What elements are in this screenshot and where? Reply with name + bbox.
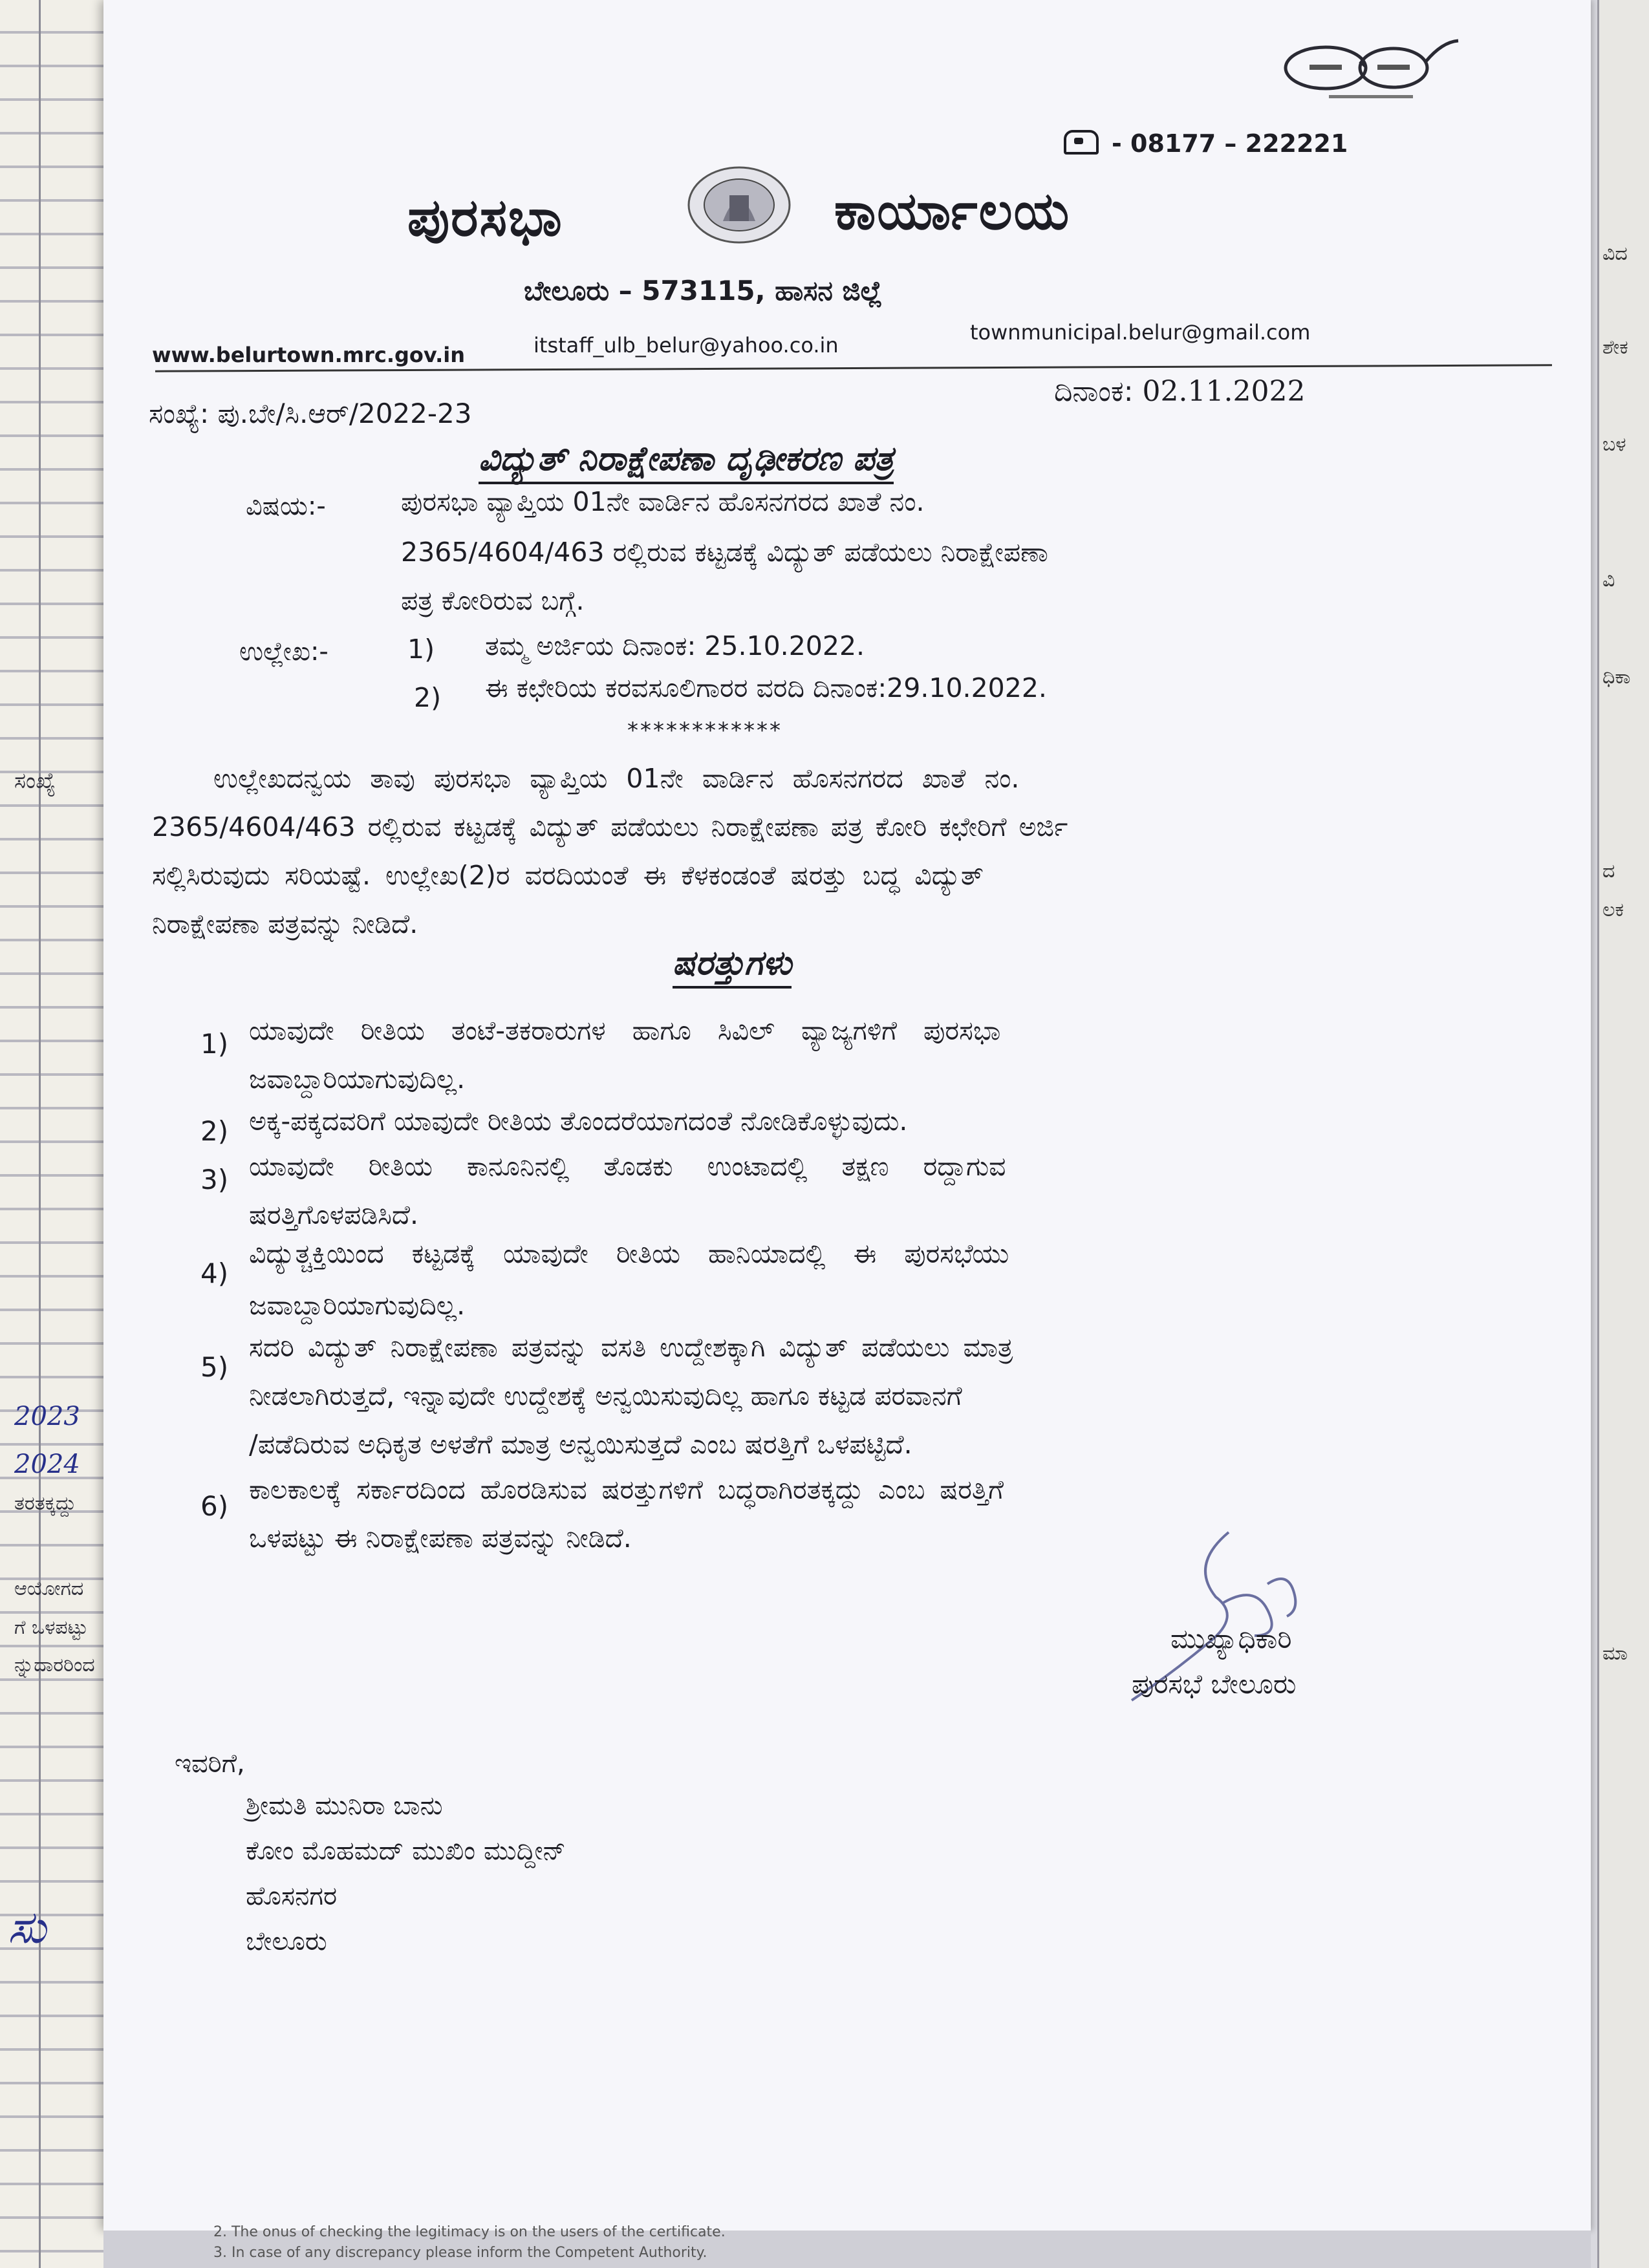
condition-line: ಸದರಿ ವಿದ್ಯುತ್ ನಿರಾಕ್ಷೇಪಣಾ ಪತ್ರವನ್ನು ವಸತಿ ಉದ್ದೇಶಕ್ಕಾಗಿ ವಿದ್ಯುತ್ ಪಡೆಯಲು ಮಾತ್ರ [249,1332,1013,1363]
condition-line: ಜವಾಬ್ದಾರಿಯಾಗುವುದಿಲ್ಲ. [249,1290,466,1321]
office-title-right: ಕಾರ್ಯಾಲಯ [834,181,1071,241]
condition-number: 5) [200,1351,229,1383]
footer-note: 3. In case of any discrepancy please inform the Competent Authority. [213,2245,707,2261]
register-note: ಗೆ ಒಳಪಟ್ಟು [14,1616,88,1639]
recipient-label: ಇವರಿಗೆ, [175,1749,245,1779]
body-line: 2365/4604/463 ರಲ್ಲಿರುವ ಕಟ್ಟಡಕ್ಕೆ ವಿದ್ಯುತ್ ಪಡೆಯಲು ನಿರಾಕ್ಷೇಪಣಾ ಪತ್ರ ಕೋರಿ ಕಛೇರಿಗೆ ಅರ್ಜಿ [152,811,1068,842]
office-address: ಬೇಲೂರು – 573115, ಹಾಸನ ಜಿಲ್ಲೆ [524,275,883,306]
letter-sheet [103,0,1591,2231]
subject-line: ಪತ್ರ ಕೋರಿರುವ ಬಗ್ಗೆ. [401,585,585,616]
signatory-designation: ಮುಖ್ಯಾಧಿಕಾರಿ [1170,1623,1292,1654]
date-value: 02.11.2022 [1142,375,1306,408]
register-note: ಸಂಖ್ಯೆ [14,768,56,794]
office-title-left: ಪುರಸಭಾ [407,187,563,248]
condition-line: ವಿದ್ಯುತ್ಚಕ್ತಿಯಿಂದ ಕಟ್ಟಡಕ್ಕೆ ಯಾವುದೇ ರೀತಿಯ ಹಾನಿಯಾದಲ್ಲಿ ಈ ಪುರಸಭೆಯು [249,1238,1009,1269]
register-note-handwritten: ಸು [8,1901,47,1954]
phone-number [1064,129,1348,158]
condition-line: ಷರತ್ತಿಗೊಳಪಡಿಸಿದೆ. [249,1199,419,1230]
recipient-line: ಕೋಂ ಮೊಹಮದ್ ಮುಖಿಂ ಮುದ್ದೀನ್ [246,1836,566,1866]
register-note: ತರತಕ್ಕದ್ದು [14,1492,76,1515]
email-yahoo: itstaff_ulb_belur@yahoo.co.in [534,333,839,358]
condition-line: ನೀಡಲಾಗಿರುತ್ತದೆ, ಇನ್ನಾವುದೇ ಉದ್ದೇಶಕ್ಕೆ ಅನ್ವಯಿಸುವುದಿಲ್ಲ ಹಾಗೂ ಕಟ್ಟಡ ಪರವಾನಗೆ [249,1380,962,1411]
letter-date [1054,375,1305,408]
email-gmail: townmunicipal.belur@gmail.com [970,320,1311,345]
reference-num: 2) [414,682,442,713]
reference-num: 1) [407,634,435,665]
body-line: ನಿರಾಕ್ಷೇಪಣಾ ಪತ್ರವನ್ನು ನೀಡಿದೆ. [152,908,418,939]
register-note: ದ [1602,860,1615,883]
condition-number: 1) [200,1028,229,1060]
phone-text: - 08177 – 222221 [1112,129,1348,158]
signatory-office: ಪುರಸಭೆ ಬೇಲೂರು [1132,1668,1297,1700]
subject-line: ಪುರಸಭಾ ವ್ಯಾಪ್ತಿಯ 01ನೇ ವಾರ್ಡಿನ ಹೊಸನಗರದ ಖಾತೆ ನಂ. [401,486,925,517]
conditions-heading: ಷರತ್ತುಗಳು [673,944,792,989]
ref-label: ಸಂಖ್ಯೆ: [149,398,210,429]
condition-line: ಯಾವುದೇ ರೀತಿಯ ತಂಟೆ-ತಕರಾರುಗಳ ಹಾಗೂ ಸಿವಿಲ್ ವ್ಯಾಜ್ಯಗಳಿಗೆ ಪುರಸಭಾ [249,1015,1001,1046]
separator-stars: ************ [627,718,782,744]
condition-line: ಯಾವುದೇ ರೀತಿಯ ಕಾನೂನಿನಲ್ಲಿ ತೊಡಕು ಉಂಟಾದಲ್ಲಿ ತಕ್ಷಣ ರದ್ದಾಗುವ [249,1151,1006,1182]
reference-number [149,398,471,430]
subject-label: ವಿಷಯ:- [246,491,326,521]
condition-number: 3) [200,1164,229,1195]
register-note: ವಿ [1602,569,1615,592]
condition-number: 2) [200,1115,229,1147]
recipient-line: ಹೊಸನಗರ [246,1881,338,1911]
condition-number: 4) [200,1257,229,1289]
register-note-handwritten: 2024 [14,1450,80,1479]
document-title: ವಿದ್ಯುತ್ ನಿರಾಕ್ಷೇಪಣಾ ದೃಢೀಕರಣ ಪತ್ರ [479,440,894,484]
register-note: ನ್ನುದಾರರಿಂದ [14,1654,95,1676]
register-note: ಶೇಕ [1602,336,1628,359]
body-line: ಉಲ್ಲೇಖದನ್ವಯ ತಾವು ಪುರಸಭಾ ವ್ಯಾಪ್ತಿಯ 01ನೇ ವಾರ್ಡಿನ ಹೊಸನಗರದ ಖಾತೆ ನಂ. [213,763,1020,794]
reference-label: ಉಲ್ಲೇಖ:- [239,637,329,667]
reference-text: ಈ ಕಛೇರಿಯ ಕರವಸೂಲಿಗಾರರ ವರದಿ ದಿನಾಂಕ:29.10.2022. [485,672,1047,703]
telephone-icon [1064,130,1099,155]
condition-line: ಕಾಲಕಾಲಕ್ಕೆ ಸರ್ಕಾರದಿಂದ ಹೊರಡಿಸುವ ಷರತ್ತುಗಳಿಗೆ ಬದ್ಧರಾಗಿರತಕ್ಕದ್ದು ಎಂಬ ಷರತ್ತಿಗೆ [249,1474,1004,1505]
condition-line: ಅಕ್ಕ-ಪಕ್ಕದವರಿಗೆ ಯಾವುದೇ ರೀತಿಯ ತೊಂದರೆಯಾಗದಂತೆ ನೋಡಿಕೊಳ್ಳುವುದು. [249,1106,908,1137]
register-note: ಲಕ [1602,899,1624,921]
municipal-seal-emblem [684,163,794,247]
recipient-line: ಶ್ರೀಮತಿ ಮುನಿರಾ ಬಾನು [246,1791,443,1821]
condition-line: ಒಳಪಟ್ಟು ಈ ನಿರಾಕ್ಷೇಪಣಾ ಪತ್ರವನ್ನು ನೀಡಿದೆ. [249,1523,632,1554]
condition-line: ಜವಾಬ್ದಾರಿಯಾಗುವುದಿಲ್ಲ. [249,1064,466,1095]
date-label: ದಿನಾಂಕ: [1054,375,1134,408]
register-note: ವಿದ [1602,242,1628,265]
condition-line: /ಪಡೆದಿರುವ ಅಧಿಕೃತ ಅಳತೆಗೆ ಮಾತ್ರ ಅನ್ವಯಿಸುತ್ತದೆ ಎಂಬ ಷರತ್ತಿಗೆ ಒಳಪಟ್ಟಿದೆ. [249,1429,912,1460]
reference-text: ತಮ್ಮ ಅರ್ಜಿಯ ದಿನಾಂಕ: 25.10.2022. [485,630,865,661]
register-note: ಬಳ [1602,433,1626,456]
register-note: ಆಯೋಗದ [14,1578,84,1600]
ref-value: ಪು.ಬೇ/ಸಿ.ಆರ್/2022-23 [217,398,472,429]
body-line: ಸಲ್ಲಿಸಿರುವುದು ಸರಿಯಷ್ಟೆ. ಉಲ್ಲೇಖ(2)ರ ವರದಿಯಂತೆ ಈ ಕೆಳಕಂಡಂತೆ ಷರತ್ತು ಬದ್ಧ ವಿದ್ಯುತ್ [152,860,984,891]
recipient-line: ಬೇಲೂರು [246,1927,327,1956]
footer-note: 2. The onus of checking the legitimacy is on the users of the certificate. [213,2224,726,2240]
swachh-bharat-logo [1264,23,1465,107]
register-note: ಮಾ [1602,1642,1628,1665]
register-note-handwritten: 2023 [14,1402,80,1431]
website-text: www.belurtown.mrc.gov.in [152,343,466,367]
subject-line: 2365/4604/463 ರಲ್ಲಿರುವ ಕಟ್ಟಡಕ್ಕೆ ವಿದ್ಯುತ್ ಪಡೆಯಲು ನಿರಾಕ್ಷೇಪಣಾ [401,537,1048,568]
condition-number: 6) [200,1490,229,1522]
register-note: ಧಿಕಾ [1602,666,1631,689]
